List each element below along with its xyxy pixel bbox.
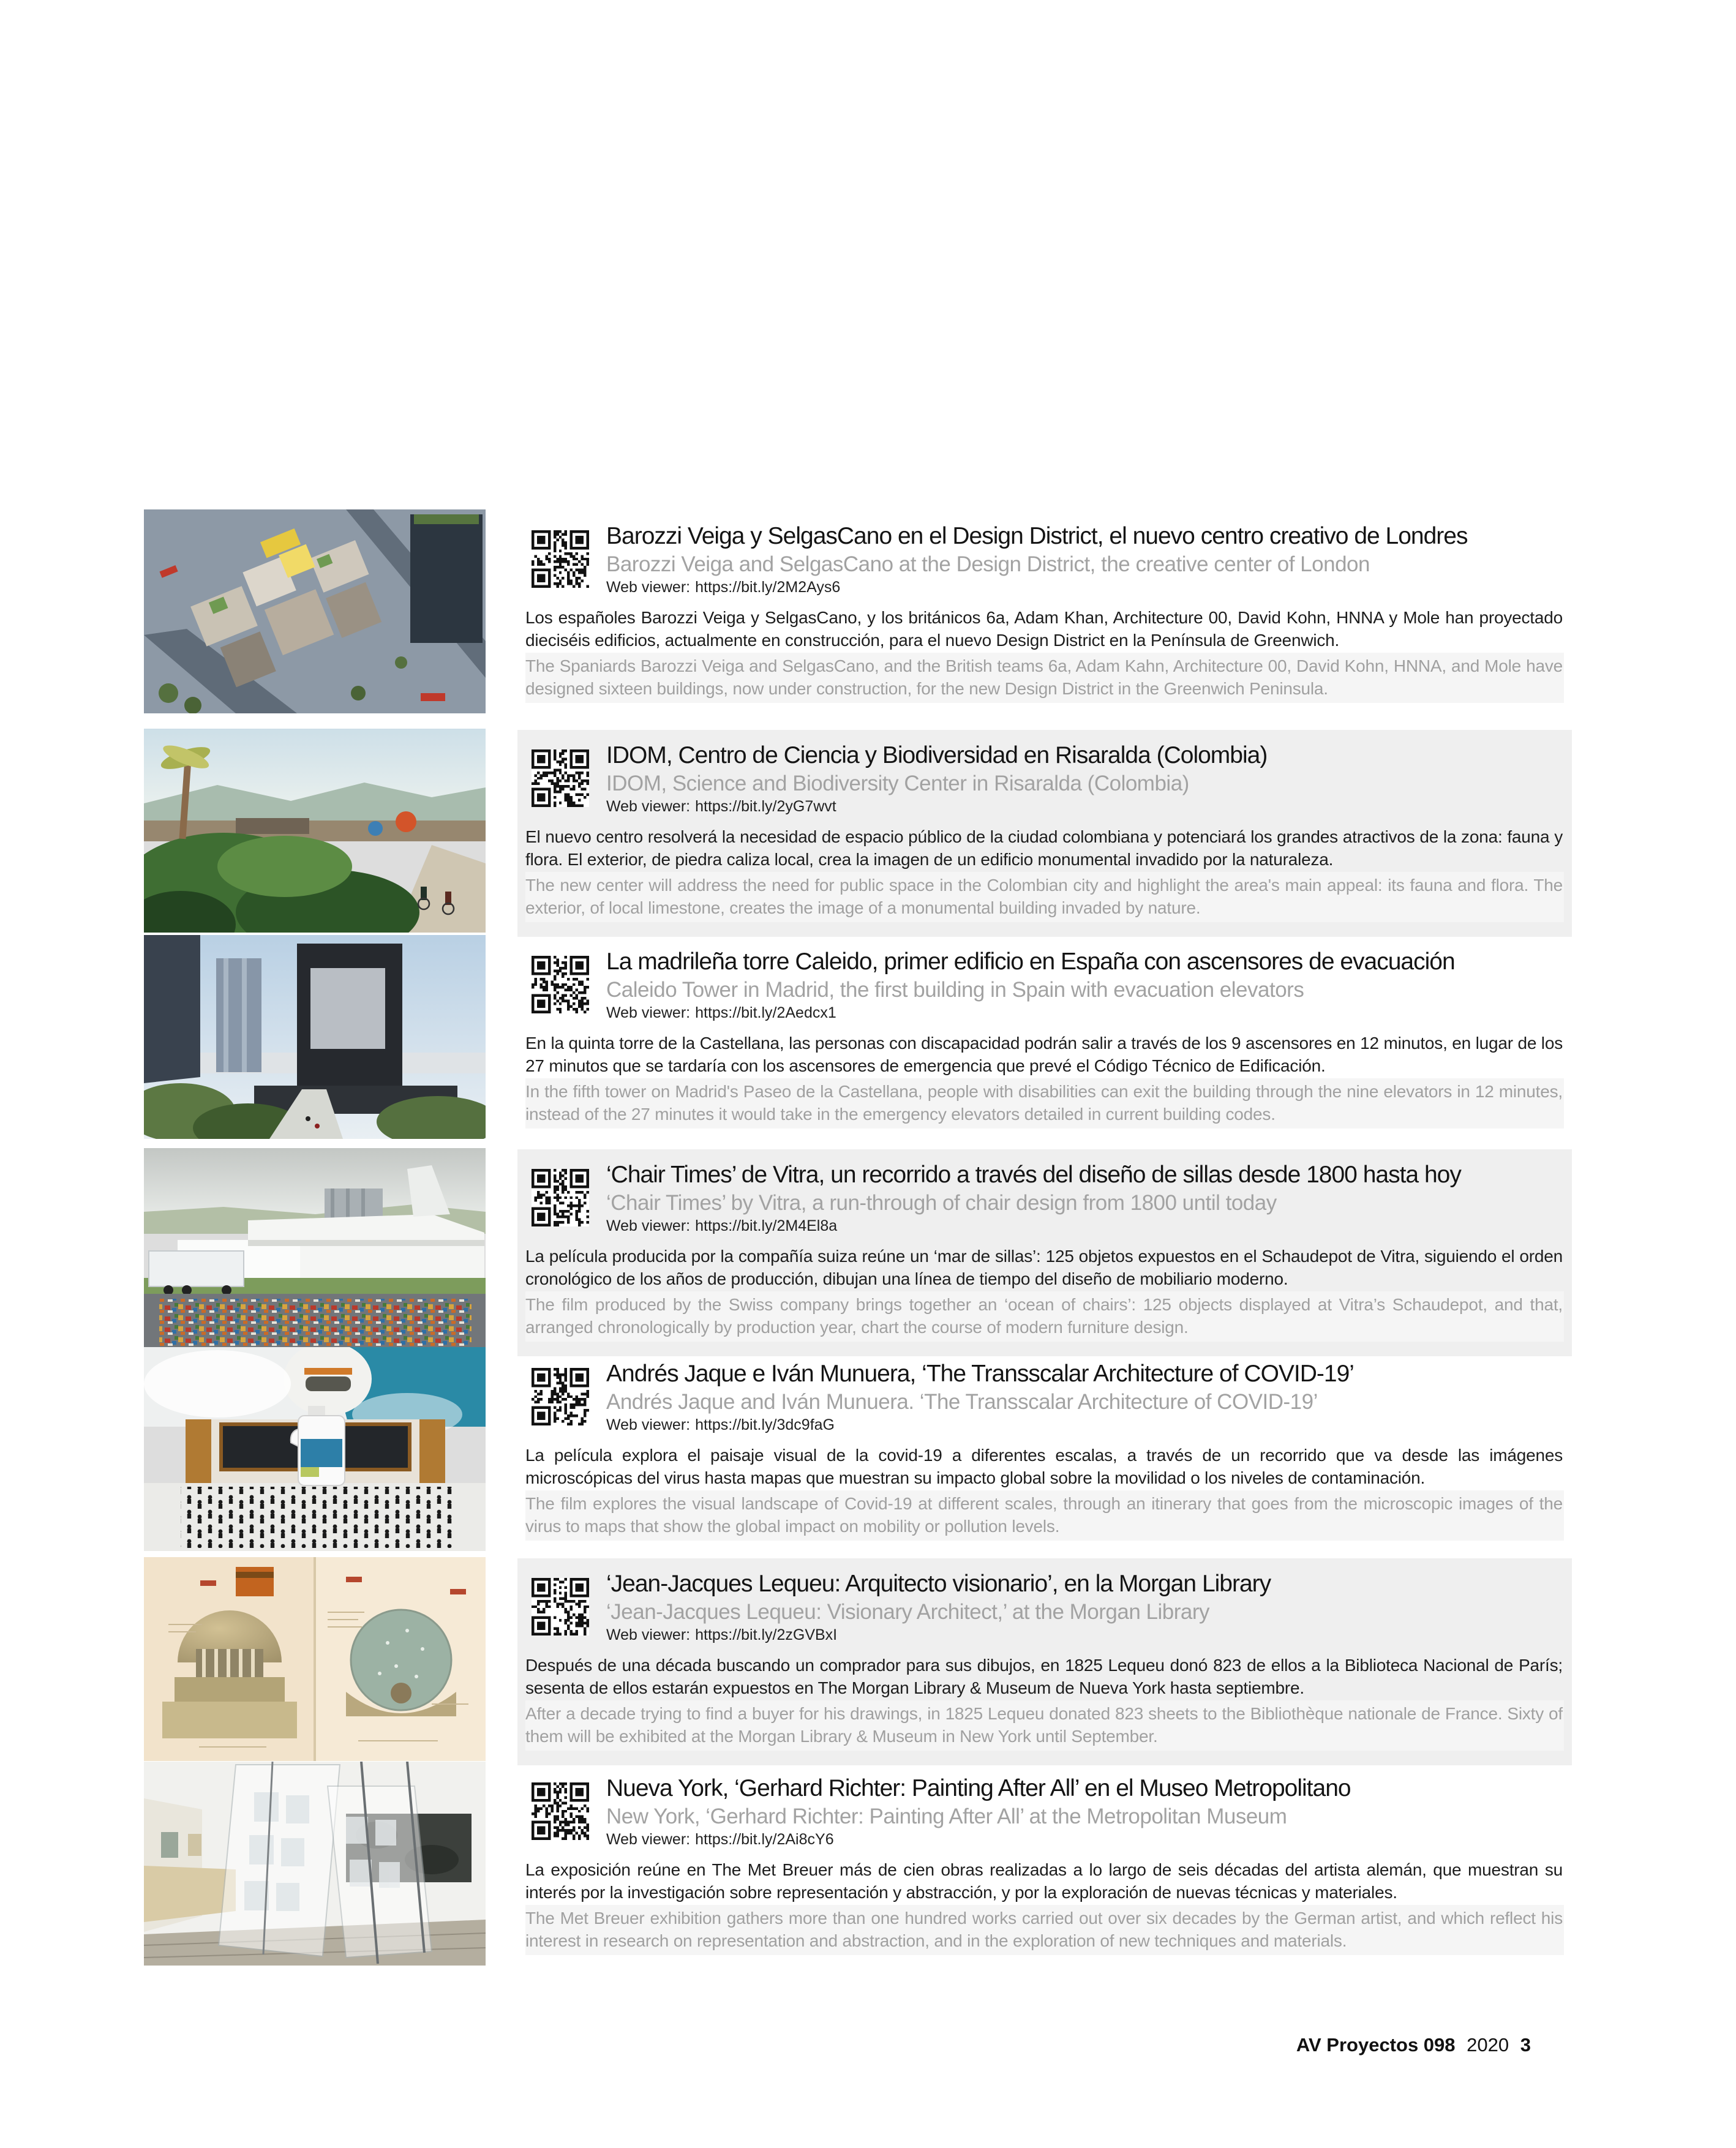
web-viewer-link[interactable]: https://bit.ly/2M4El8a [695, 1217, 838, 1234]
park-render-illustration [144, 729, 486, 933]
thumbnail-vitra-chairs [144, 1148, 486, 1352]
thumbnail-park-science-center [144, 729, 486, 933]
item-title-es: Barozzi Veiga y SelgasCano en el Design District, el nuevo centro creativo de Londres [606, 523, 1468, 549]
thumbnail-richter-gallery [144, 1762, 486, 1966]
vitra-campus-illustration [144, 1148, 486, 1352]
body-spanish: El nuevo centro resolverá la necesidad de espacio público de la ciudad colombiana y potenciará los grandes atractivos de la zona: fauna y flora. El exterior, de piedra caliza local, crea la imagen de un edificio monumental invadido por la naturaleza. [525, 827, 1563, 869]
web-viewer-link[interactable]: https://bit.ly/2Aedcx1 [695, 1004, 836, 1021]
web-viewer-link[interactable]: https://bit.ly/2zGVBxI [695, 1626, 838, 1643]
item-title-en: Caleido Tower in Madrid, the first building in Spain with evacuation elevators [606, 978, 1304, 1002]
item-title-es: Nueva York, ‘Gerhard Richter: Painting After All’ en el Museo Metropolitano [606, 1775, 1351, 1801]
news-item-caleido-tower [0, 935, 1736, 1144]
web-viewer-line [606, 578, 840, 596]
web-viewer-link[interactable]: https://bit.ly/2M2Ays6 [695, 579, 841, 596]
web-viewer-label: Web viewer: [606, 798, 691, 815]
body-english: The Spaniards Barozzi Veiga and SelgasCano, and the British teams 6a, Adam Kahn, Architecture 00, David Kohn, HNNA, and Mole have designed sixteen buildings, now under construction, for the new Design District in the Greenwich Peninsula. [525, 653, 1564, 703]
qr-code-icon [532, 530, 589, 588]
item-title-en: New York, ‘Gerhard Richter: Painting After All’ at the Metropolitan Museum [606, 1804, 1287, 1828]
magazine-name: AV Proyectos 098 [1296, 2034, 1456, 2056]
news-item-gerhard-richter [0, 1762, 1736, 1971]
lequeu-drawings-illustration [144, 1557, 486, 1761]
web-viewer-line [606, 797, 836, 816]
web-viewer-label: Web viewer: [606, 1217, 691, 1234]
web-viewer-label: Web viewer: [606, 1416, 691, 1433]
body-spanish: La exposición reúne en The Met Breuer más de cien obras realizadas a lo largo de seis décadas del artista alemán, que muestran su interés por la investigación sobre representación y abstracción, y por la exploración de nuevas técnicas y materiales. [525, 1860, 1563, 1902]
news-item-chair-times [0, 1148, 1736, 1358]
news-item-idom-risaralda [0, 729, 1736, 938]
body-english: The film explores the visual landscape of Covid-19 at different scales, through an itinerary that goes from the microscopic images of the virus to maps that show the global impact on mobility or pollution levels. [525, 1490, 1564, 1541]
body-spanish: Los españoles Barozzi Veiga y SelgasCano, y los británicos 6a, Adam Khan, Architecture 00, David Kohn, HNNA y Mole han proyectado dieciséis edificios, actualmente en construcción, para el nuevo Design District en la Península de Greenwich. [525, 608, 1563, 650]
qr-code-icon [532, 1578, 589, 1635]
body-spanish: La película explora el paisaje visual de la covid-19 a diferentes escalas, a través de un recorrido que va desde las imágenes microscópicas del virus hasta mapas que muestran su impacto global sobre la movilidad o los niveles de contaminación. [525, 1446, 1563, 1487]
web-viewer-link[interactable]: https://bit.ly/2Ai8cY6 [695, 1831, 834, 1848]
body-english: The Met Breuer exhibition gathers more than one hundred works carried out over six decades by the German artist, and which reflect his interest in research on representation and abstraction, and in the exploration of new techniques and materials. [525, 1905, 1564, 1955]
web-viewer-line [606, 1830, 834, 1849]
issue-year: 2020 [1467, 2034, 1509, 2056]
web-viewer-link[interactable]: https://bit.ly/2yG7wvt [695, 798, 836, 815]
item-title-en: ‘Chair Times’ by Vitra, a run-through of chair design from 1800 until today [606, 1191, 1277, 1215]
body-spanish: Después de una década buscando un comprador para sus dibujos, en 1825 Lequeu donó 823 de ellos a la Biblioteca Nacional de París; sesenta de ellos estarán expuestos en The Morgan Library & Museum de Nueva York hasta septiembre. [525, 1656, 1563, 1697]
web-viewer-line [606, 1004, 836, 1022]
item-title-en: ‘Jean-Jacques Lequeu: Visionary Architect,’ at the Morgan Library [606, 1600, 1210, 1624]
body-english: The new center will address the need for public space in the Colombian city and highlight the area's main appeal: its fauna and flora. The exterior, of local limestone, creates the image of a monumental building invaded by nature. [525, 872, 1564, 922]
qr-code-icon [532, 749, 589, 807]
thumbnail-covid-film-still [144, 1347, 486, 1551]
item-title-es: La madrileña torre Caleido, primer edificio en España con ascensores de evacuación [606, 948, 1455, 975]
tower-photo-illustration [144, 935, 486, 1139]
web-viewer-line [606, 1217, 837, 1235]
item-title-en: IDOM, Science and Biodiversity Center in Risaralda (Colombia) [606, 772, 1189, 795]
qr-code-icon [532, 1169, 589, 1226]
web-viewer-line [606, 1416, 835, 1434]
item-title-es: IDOM, Centro de Ciencia y Biodiversidad en Risaralda (Colombia) [606, 742, 1268, 768]
body-english: After a decade trying to find a buyer for his drawings, in 1825 Lequeu donated 823 sheets to the Bibliothèque nationale de France. Sixty of them will be exhibited at the Morgan Library & Museum in New York until September. [525, 1700, 1564, 1751]
web-viewer-label: Web viewer: [606, 1831, 691, 1848]
web-viewer-link[interactable]: https://bit.ly/3dc9faG [695, 1416, 835, 1433]
item-title-es: Andrés Jaque e Iván Munuera, ‘The Transscalar Architecture of COVID-19’ [606, 1361, 1354, 1387]
aerial-render-illustration [144, 509, 486, 713]
body-spanish: En la quinta torre de la Castellana, las personas con discapacidad podrán salir a través de los 9 ascensores en 12 minutos, en lugar de los 27 minutos que se tardaría con los ascensores de emergencia que prevé el Código Técnico de Edificación. [525, 1034, 1563, 1075]
body-spanish: La película producida por la compañía suiza reúne un ‘mar de sillas’: 125 objetos expuestos en el Schaudepot de Vitra, siguiendo el orden cronológico de los años de producción, dibujan una línea de tiempo del diseño de mobiliario moderno. [525, 1247, 1563, 1288]
qr-code-icon [532, 956, 589, 1013]
news-item-covid-film [0, 1347, 1736, 1557]
page-number: 3 [1520, 2034, 1531, 2056]
item-title-es: ‘Jean-Jacques Lequeu: Arquitecto visionario’, en la Morgan Library [606, 1571, 1271, 1597]
web-viewer-line [606, 1626, 837, 1644]
body-english: In the fifth tower on Madrid's Paseo de la Castellana, people with disabilities can exit the building through the nine elevators in 12 minutes, instead of the 27 minutes it would take in the emergency elevators detailed in current building codes. [525, 1078, 1564, 1128]
thumbnail-caleido-tower [144, 935, 486, 1139]
gallery-glass-panes-illustration [144, 1762, 486, 1966]
web-viewer-label: Web viewer: [606, 1004, 691, 1021]
qr-code-icon [532, 1368, 589, 1425]
body-english: The film produced by the Swiss company brings together an ‘ocean of chairs’: 125 objects displayed at Vitra’s Schaudepot, and that, arranged chronologically by production year, chart the course of modern furniture design. [525, 1291, 1564, 1342]
item-title-en: Barozzi Veiga and SelgasCano at the Design District, the creative center of London [606, 552, 1370, 576]
covid-collage-illustration [144, 1347, 486, 1551]
qr-code-icon [532, 1782, 589, 1840]
thumbnail-lequeu-drawings [144, 1557, 486, 1761]
item-title-en: Andrés Jaque and Iván Munuera. ‘The Transscalar Architecture of COVID-19’ [606, 1390, 1318, 1414]
news-item-design-district [0, 509, 1736, 719]
web-viewer-label: Web viewer: [606, 1626, 691, 1643]
web-viewer-label: Web viewer: [606, 579, 691, 596]
thumbnail-aerial-design-district [144, 509, 486, 713]
page-footer [1296, 2034, 1531, 2056]
item-title-es: ‘Chair Times’ de Vitra, un recorrido a través del diseño de sillas desde 1800 hasta hoy [606, 1162, 1461, 1188]
news-item-lequeu [0, 1557, 1736, 1767]
